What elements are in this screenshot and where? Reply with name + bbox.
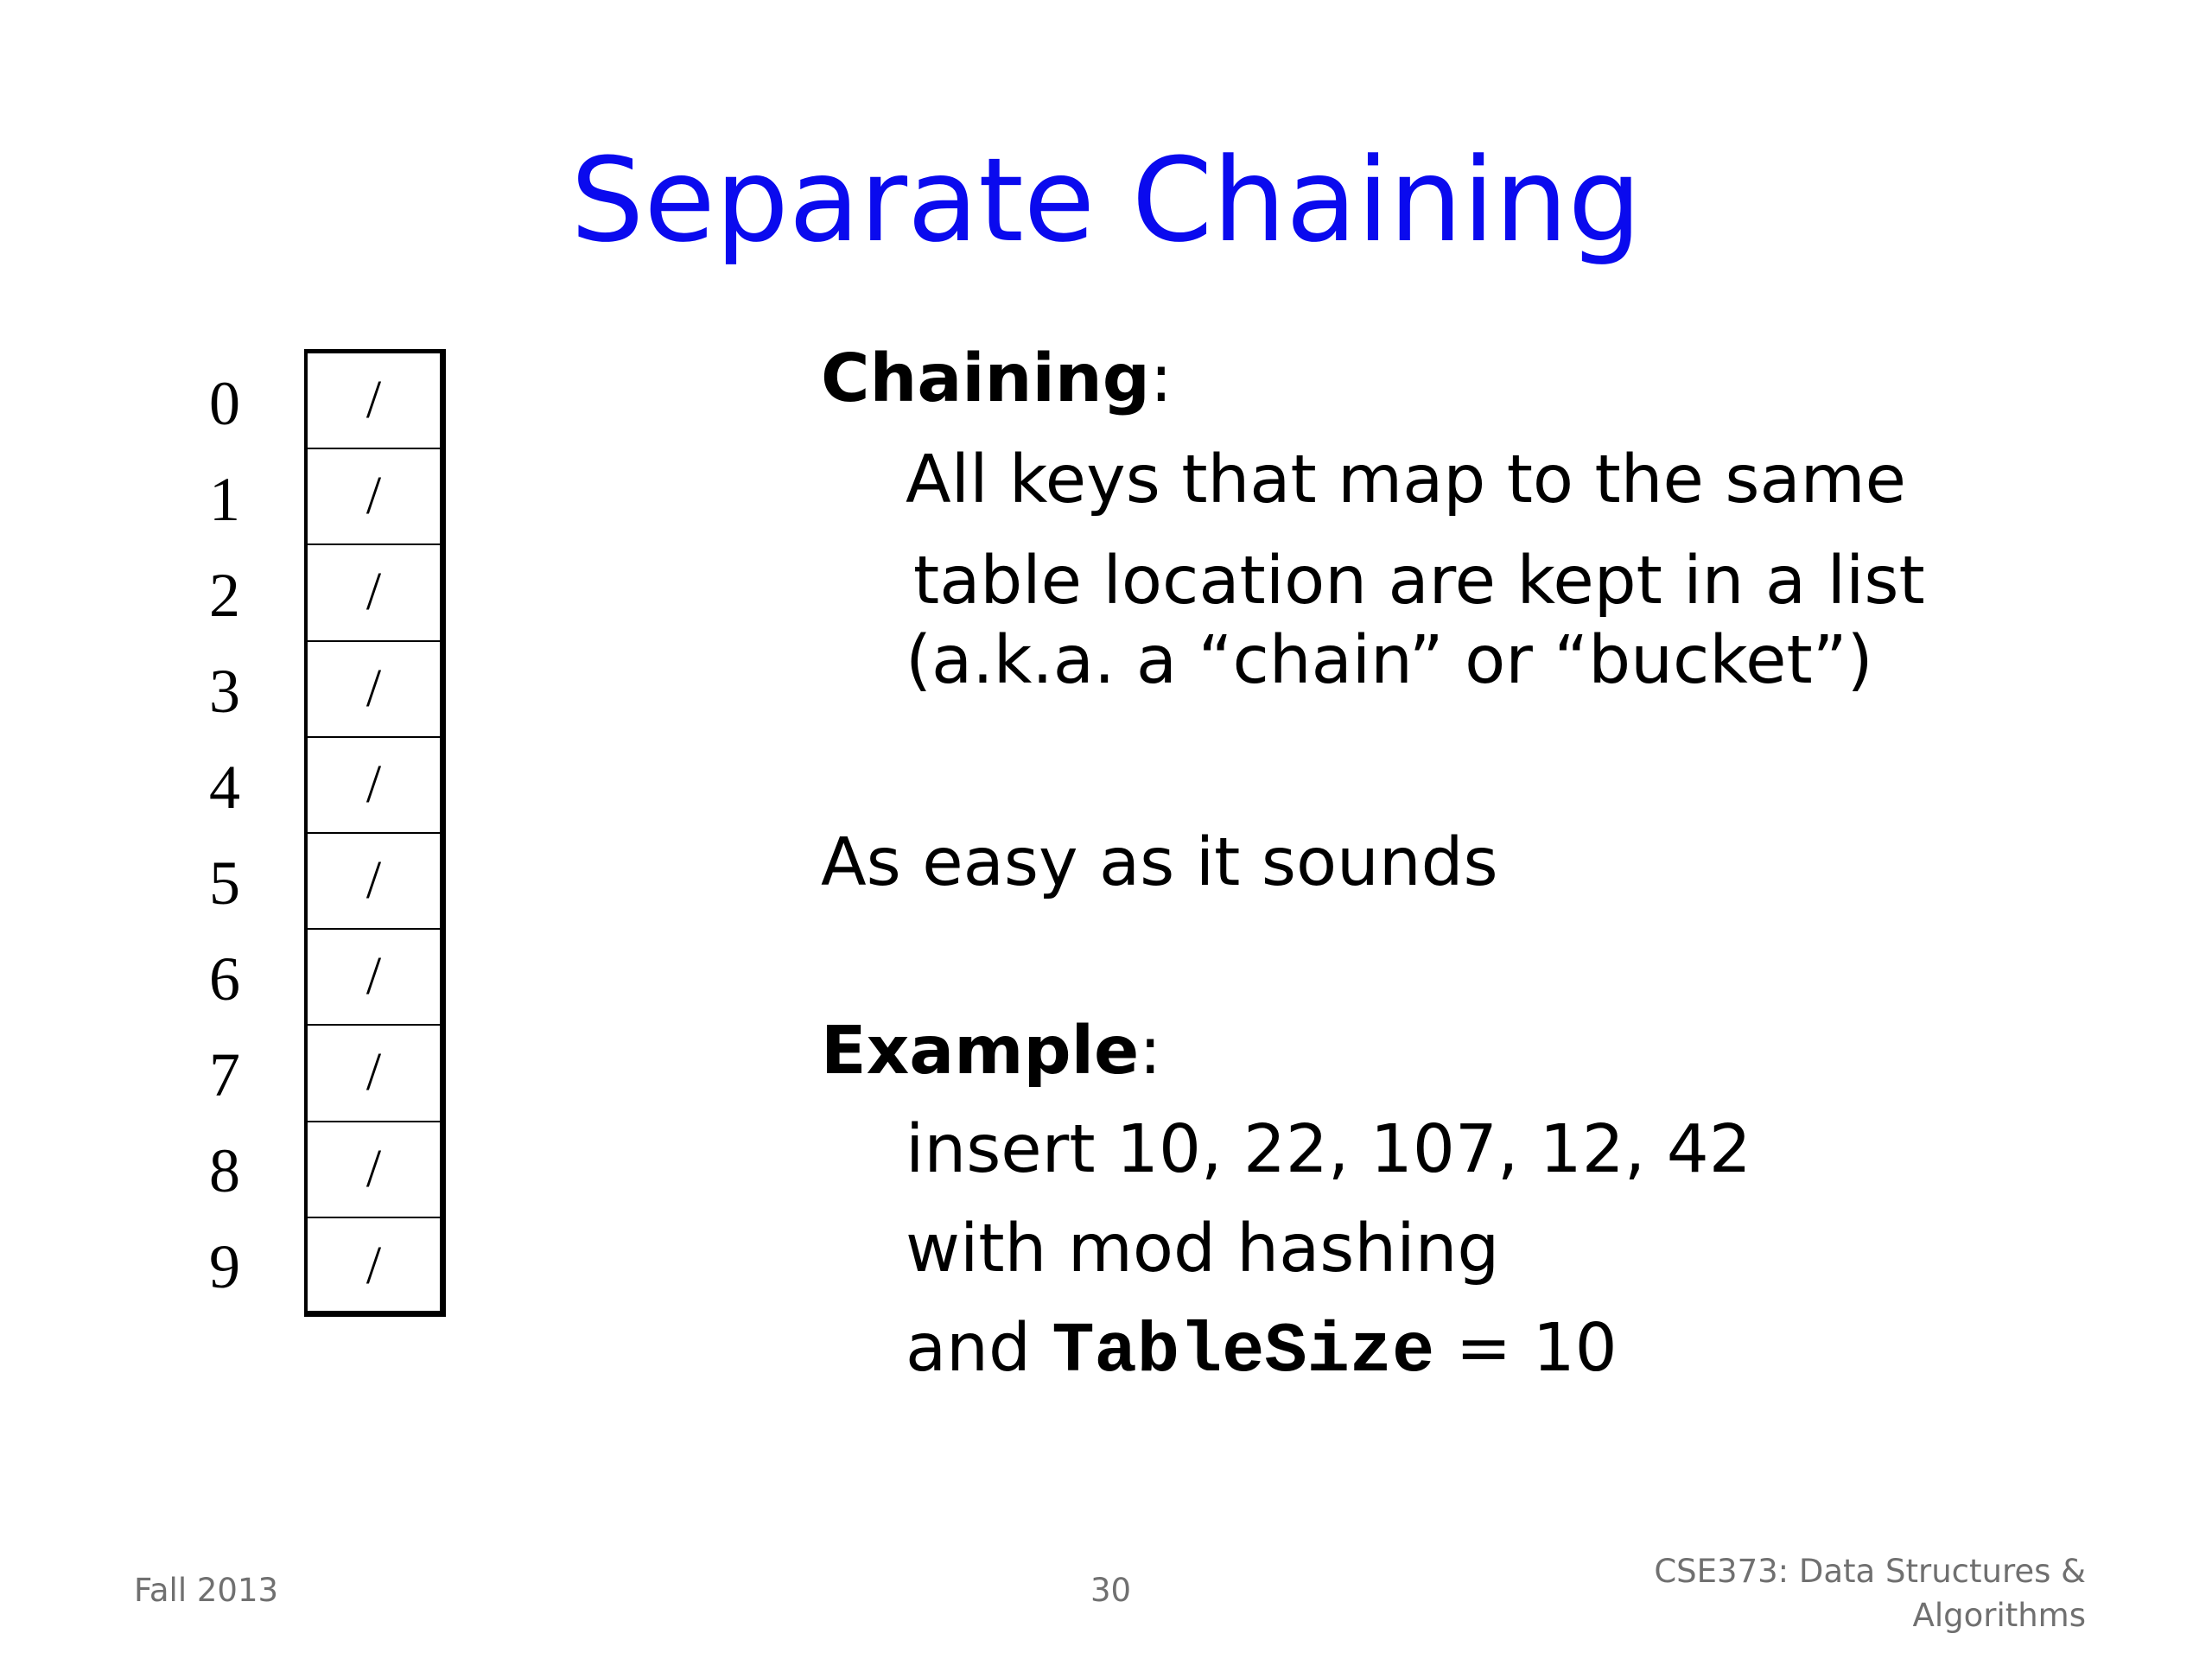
index-label-6: 6 xyxy=(209,944,240,1014)
slide-number: 30 xyxy=(1090,1572,1132,1609)
example-line-1: insert 10, 22, 107, 12, 42 xyxy=(906,1111,1751,1188)
slide-title: Separate Chaining xyxy=(570,133,1642,268)
footer-course-line-1: CSE373: Data Structures & xyxy=(1654,1553,2086,1590)
index-label-2: 2 xyxy=(209,561,240,630)
chaining-line-1: All keys that map to the same xyxy=(906,442,1907,518)
index-label-8: 8 xyxy=(209,1136,240,1205)
example-colon: : xyxy=(1139,1013,1162,1090)
index-label-1: 1 xyxy=(209,465,240,534)
table-cell-8: / xyxy=(308,1122,440,1218)
easy-line: As easy as it sounds xyxy=(821,824,1498,901)
table-cell-0: / xyxy=(308,353,440,449)
table-cell-7: / xyxy=(308,1026,440,1122)
index-label-9: 9 xyxy=(209,1232,240,1301)
index-label-7: 7 xyxy=(209,1040,240,1109)
table-cell-2: / xyxy=(308,545,440,641)
chaining-line-3: (a.k.a. a “chain” or “bucket”) xyxy=(906,622,1873,699)
table-cell-9: / xyxy=(365,1236,382,1295)
footer-date: Fall 2013 xyxy=(134,1572,279,1609)
table-cell-5: / xyxy=(308,834,440,930)
index-label-0: 0 xyxy=(209,369,240,438)
example-line-3-prefix: and xyxy=(906,1310,1052,1387)
table-cell-3: / xyxy=(308,642,440,738)
index-label-5: 5 xyxy=(209,849,240,918)
example-line-2: with mod hashing xyxy=(906,1211,1500,1287)
hash-table xyxy=(304,349,446,1317)
table-size-code: TableSize xyxy=(1052,1312,1435,1392)
footer-course xyxy=(1654,1549,2086,1637)
chaining-colon: : xyxy=(1149,340,1173,417)
chaining-heading-line xyxy=(821,340,1173,417)
example-heading: Example xyxy=(821,1013,1140,1090)
index-label-3: 3 xyxy=(209,657,240,726)
chaining-heading: Chaining xyxy=(821,340,1150,417)
table-cell-6: / xyxy=(308,930,440,1026)
footer-course-line-2: Algorithms xyxy=(1912,1597,2086,1634)
index-label-4: 4 xyxy=(209,753,240,822)
example-line-3 xyxy=(906,1310,1618,1392)
example-heading-line xyxy=(821,1013,1162,1090)
chaining-line-2: table location are kept in a list xyxy=(913,543,1925,620)
table-cell-4: / xyxy=(308,738,440,834)
table-cell-1: / xyxy=(308,449,440,545)
example-line-3-suffix: = 10 xyxy=(1434,1310,1618,1387)
